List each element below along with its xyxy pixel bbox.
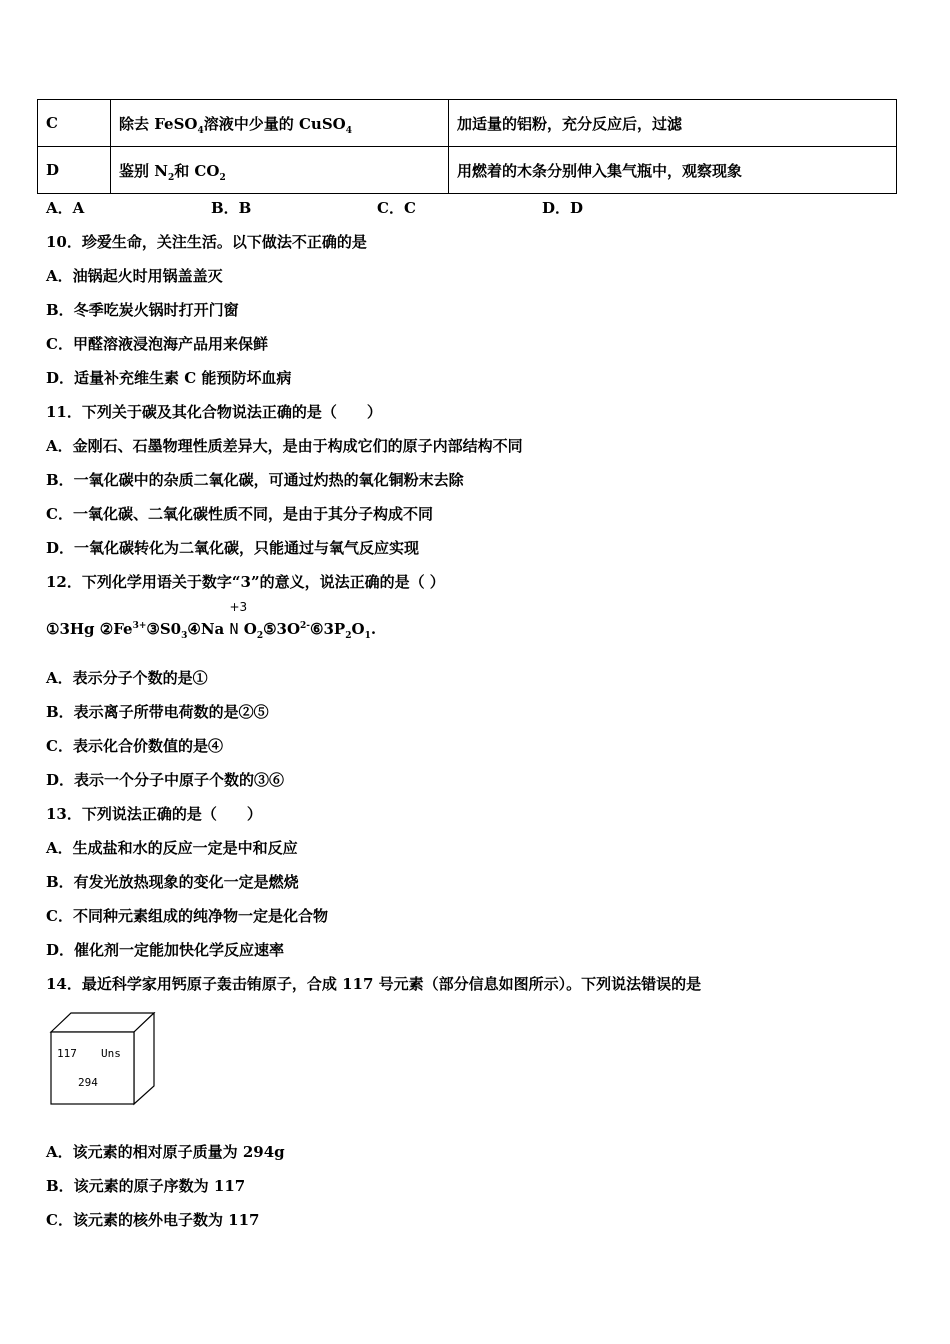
row-label: C (38, 100, 111, 147)
q11-stem: 11．下列关于碳及其化合物说法正确的是（ ） (46, 403, 382, 421)
oxidation-state: +3 (229, 600, 248, 614)
row-method: 加适量的铝粉，充分反应后，过滤 (449, 100, 897, 147)
element-number: 117 (57, 1047, 77, 1060)
q11-option-a: A．金刚石、石墨物理性质差异大，是由于构成它们的原子内部结构不同 (46, 437, 523, 455)
q10-option-c: C．甲醛溶液浸泡海产品用来保鲜 (46, 335, 268, 353)
element-symbol: Uns (101, 1047, 121, 1060)
q14-option-b: B．该元素的原子序数为 117 (46, 1177, 246, 1195)
nitrogen-symbol: N (229, 620, 239, 638)
q14-stem: 14．最近科学家用钙原子轰击铕原子，合成 117 号元素（部分信息如图所示）。下列说法错误的是 (46, 975, 702, 993)
element-mass: 294 (78, 1076, 98, 1089)
q10-option-a: A．油锅起火时用锅盖盖灭 (46, 267, 223, 285)
row-task: 鉴别 $N_2$和 $CO_2$ (111, 147, 449, 194)
q9-option-c: C．C (377, 199, 416, 217)
options-table (37, 99, 897, 194)
q11-option-c: C．一氧化碳、二氧化碳性质不同，是由于其分子构成不同 (46, 505, 433, 523)
row-label: D (38, 147, 111, 194)
q11-option-d: D．一氧化碳转化为二氧化碳，只能通过与氧气反应实现 (46, 539, 420, 557)
q13-option-c: C．不同种元素组成的纯净物一定是化合物 (46, 907, 328, 925)
row-method: 用燃着的木条分别伸入集气瓶中，观察现象 (449, 147, 897, 194)
q12-option-a: A．表示分子个数的是① (46, 669, 208, 687)
q9-option-b: B．B (211, 199, 252, 217)
q13-stem: 13．下列说法正确的是（ ） (46, 805, 262, 823)
q12-stem: 12．下列化学用语关于数字“3”的意义，说法正确的是（ ） (46, 573, 445, 591)
element-cube-svg (47, 1012, 157, 1107)
table-row (38, 100, 897, 147)
q12-option-d: D．表示一个分子中原子个数的③⑥ (46, 771, 285, 789)
q13-option-a: A．生成盐和水的反应一定是中和反应 (46, 839, 298, 857)
q12-option-c: C．表示化合价数值的是④ (46, 737, 223, 755)
table-row (38, 147, 897, 194)
element-cube-figure (47, 1012, 157, 1107)
q13-option-d: D．催化剂一定能加快化学反应速率 (46, 941, 285, 959)
row-task: 除去 FeSO$_4$溶液中少量的 CuSO$_4$ (111, 100, 449, 147)
q10-option-b: B．冬季吃炭火锅时打开门窗 (46, 301, 239, 319)
q14-option-a: A．该元素的相对原子质量为 294g (46, 1143, 285, 1161)
q13-option-b: B．有发光放热现象的变化一定是燃烧 (46, 873, 299, 891)
q14-option-c: C．该元素的核外电子数为 117 (46, 1211, 260, 1229)
q12-formula-line: ①3Hg $②Fe^{3+}③S0_3④Na$ +3 N $O_2⑤3O^{2-}⑥3P_2O_1$. (46, 619, 376, 639)
q9-option-d: D．D (542, 199, 584, 217)
q11-option-b: B．一氧化碳中的杂质二氧化碳，可通过灼热的氧化铜粉末去除 (46, 471, 464, 489)
q10-option-d: D．适量补充维生素 C 能预防坏血病 (46, 369, 292, 387)
q9-option-a: A．A (46, 199, 85, 217)
q10-stem: 10．珍爱生命，关注生活。以下做法不正确的是 (46, 233, 367, 251)
q12-option-b: B．表示离子所带电荷数的是②⑤ (46, 703, 269, 721)
